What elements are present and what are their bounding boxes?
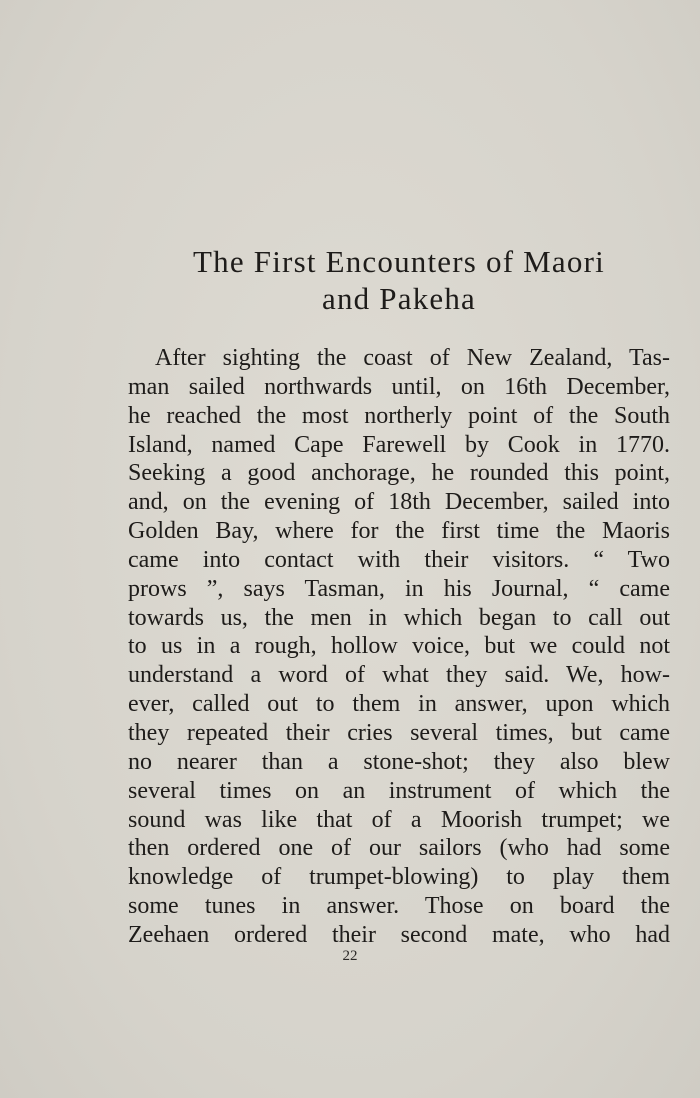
text-line: After sighting the coast of New Zealand, Tas- (155, 345, 670, 371)
text-line: several times on an instrument of which the (128, 777, 670, 804)
text-line: Zeehaen ordered their second mate, who had (128, 921, 670, 948)
text-line: no nearer than a stone-shot; they also blew (128, 748, 670, 775)
text-line: sound was like that of a Moorish trumpet; we (128, 806, 670, 833)
text-line: he reached the most northerly point of the South (128, 402, 670, 429)
text-line: prows ”, says Tasman, in his Journal, “ came (128, 575, 670, 602)
page-number: 22 (342, 948, 358, 964)
chapter-title-line-2: and Pakeha (321, 281, 477, 316)
chapter-title (128, 243, 670, 317)
text-line: ever, called out to them in answer, upon which (128, 691, 670, 718)
text-line: Island, named Cape Farewell by Cook in 1770. (128, 431, 670, 458)
text-line: then ordered one of our sailors (who had some (128, 835, 670, 862)
text-line: came into contact with their visitors. “ Two (128, 546, 670, 573)
text-line: they repeated their cries several times, but came (128, 719, 670, 746)
text-line: and, on the evening of 18th December, sailed into (128, 489, 670, 516)
text-line: man sailed northwards until, on 16th December, (128, 373, 670, 400)
chapter-title-line-1: The First Encounters of Maori (193, 244, 605, 279)
text-line: understand a word of what they said. We, how- (128, 662, 670, 689)
body-paragraph (128, 344, 670, 950)
text-line: some tunes in answer. Those on board the (128, 893, 670, 920)
text-line: Seeking a good anchorage, he rounded this point, (128, 460, 670, 487)
text-line: to us in a rough, hollow voice, but we could not (128, 633, 670, 660)
text-line: Golden Bay, where for the first time the Maoris (128, 518, 670, 545)
text-line: knowledge of trumpet-blowing) to play them (128, 864, 670, 891)
text-line: towards us, the men in which began to call out (128, 604, 670, 631)
